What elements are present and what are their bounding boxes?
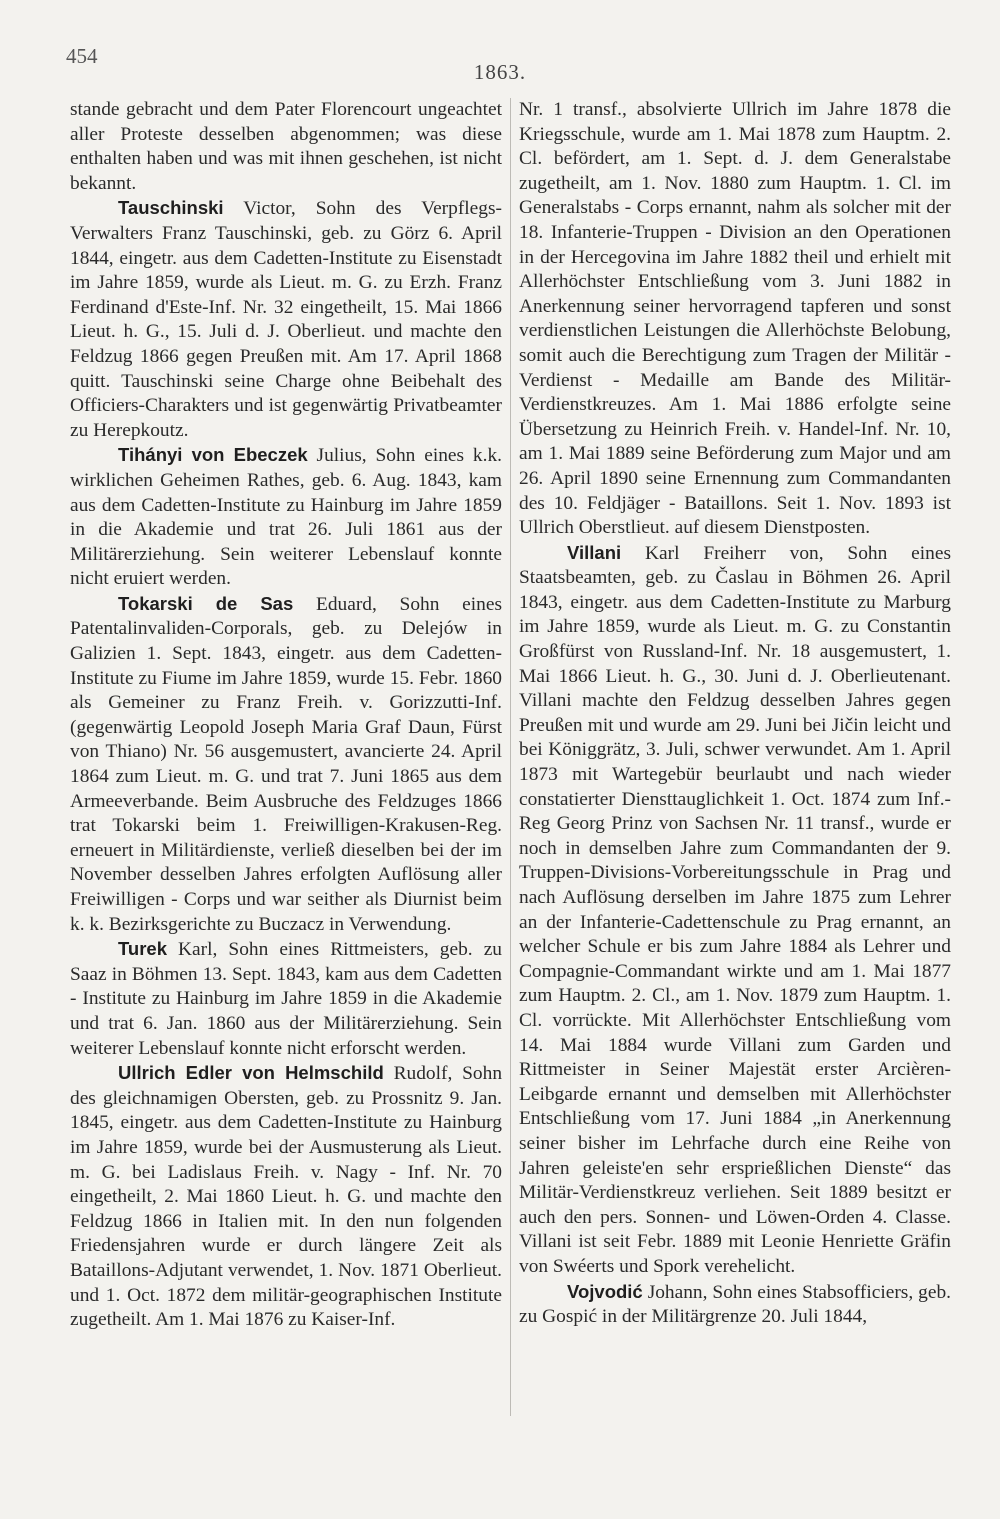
entry-tauschinski (70, 196, 502, 443)
entry-tokarski (70, 592, 502, 937)
left-column (70, 98, 502, 1333)
entry-turek (70, 937, 502, 1061)
entry-name: Tihányi von Ebeczek (118, 444, 308, 466)
entry-name: Vojvodić (567, 1280, 643, 1302)
continued-paragraph: Nr. 1 transf., absolvierte Ullrich im Jahre 1878 die Kriegsschule, wurde am 1. Mai 1878 zum Hauptm. 2. Cl. befördert, am 1. Sept. d. J. dem Generalstabe zugetheilt, am 1. Nov. 1880 zum Hauptm. 1. Cl. im Generalstabs - Corps ernannt, nahm als solcher mit der 18. Infanterie-Truppen - Division an den Operationen in der Hercegovina im Jahre 1882 theil und erhielt mit Allerhöchster Entschließung vom 3. Juni 1882 in Anerkennung seiner hervorragend tapferen und sonst verdienstlichen Leistungen die Allerhöchste Belobung, somit auch die Berechtigung zum Tragen der Militär - Verdienst - Medaille am Bande des Militär-Verdienstkreuzes. Am 1. Mai 1886 erfolgte seine Übersetzung zu Heinrich Freih. v. Handel-Inf. Nr. 10, am 1. Mai 1889 seine Beförderung zum Major und am 26. April 1890 seine Ernennung zum Commandanten des 10. Feldjäger - Bataillons. Seit 1. Nov. 1893 ist Ullrich Oberstlieut. auf diesem Dienstposten. (519, 99, 951, 539)
entry-text: Johann, Sohn eines Stabsofficiers, geb. zu Gospić in der Militärgrenze 20. Juli 1844, (519, 1281, 951, 1328)
column-divider (510, 98, 511, 1416)
entry-name: Ullrich Edler von Helmschild (118, 1062, 384, 1084)
page-number: 454 (66, 44, 98, 68)
entry-text: Victor, Sohn des Verpflegs-Verwalters Franz Tauschinski, geb. zu Görz 6. April 1844, eingetr. aus dem Cadetten-Institute zu Eisenstadt im Jahre 1859, wurde als Lieut. m. G. zu Erzh. Franz Ferdinand d'Este-Inf. Nr. 32 eingetheilt, 15. Mai 1866 Lieut. h. G., 15. Juli d. J. Oberlieut. und machte den Feldzug 1866 gegen Preußen mit. Am 17. April 1868 quitt. Tauschinski seine Charge ohne Beibehalt des Officiers-Charakters und ist gegenwärtig Privatbeamter zu Herepkoutz. (70, 198, 502, 441)
entry-name: Tokarski de Sas (118, 592, 294, 614)
entry-text: Karl Freiherr von, Sohn eines Staatsbeamten, geb. zu Časlau in Böhmen 26. April 1843, eingetr. aus dem Cadetten-Institute zu Marburg im Jahre 1859, wurde als Lieut. m. G. zu Constantin Großfürst von Russland-Inf. Nr. 18 ausgemustert, 1. Mai 1866 Lieut. h. G., 30. Juni d. J. Oberlieutenant. Villani machte den Feldzug desselben Jahres gegen Preußen mit und wurde am 29. Juni bei Jičin leicht und bei Königgrätz, 3. Juli, schwer verwundet. Am 1. April 1873 mit Wartegebür beurlaubt und nach wieder constatierter Diensttauglichkeit 1. Oct. 1874 zum Inf.-Reg Georg Prinz von Sachsen Nr. 11 transf., wurde er noch in demselben Jahre zum Commandanten der 9. Truppen-Divisions-Vorbereitungsschule in Prag und nach Auflösung derselben im Jahre 1875 zum Lehrer an der Infanterie-Cadettenschule zu Prag ernannt, an welcher Schule er bis zum Jahre 1884 als Lehrer und Compagnie-Commandant wirkte und am 1. Mai 1877 zum Hauptm. 2. Cl., am 1. Nov. 1879 zum Hauptm. 1. Cl. vorrückte. Mit Allerhöchster Entschließung vom 14. Mai 1884 wurde Villani zum Garden und Rittmeister in Seiner Majestät erster Arcièren-Leibgarde ernannt und demselben mit Allerhöchster Entschließung vom 17. Juni 1884 „in Anerkennung seiner bisher im Lehrfache durch eine Reihe von Jahren geleiste'en sehr ersprießlichen Dienste“ das Militär-Verdienstkreuz verliehen. Seit 1889 besitzt er auch den pers. Sonnen- und Löwen-Orden 4. Classe. Villani ist seit Febr. 1889 mit Leonie Henriette Gräfin von Swéerts und Spork verehelicht. (519, 542, 951, 1277)
entry-text: Rudolf, Sohn des gleichnamigen Obersten, geb. zu Prossnitz 9. Jan. 1845, eingetr. aus dem Cadetten-Institute zu Hainburg im Jahre 1859, wurde bei der Ausmusterung als Lieut. m. G. bei Ladislaus Freih. v. Nagy - Inf. Nr. 70 eingetheilt, 2. Mai 1860 Lieut. h. G. und machte den Feldzug 1866 in Italien mit. In den nun folgenden Friedensjahren wurde er durch längere Zeit als Bataillons-Adjutant verwendet, 1. Nov. 1871 Oberlieut. und 1. Oct. 1872 dem militär-geographischen Institute zugetheilt. Am 1. Mai 1876 zu Kaiser-Inf. (70, 1063, 503, 1331)
entry-name: Villani (567, 541, 622, 563)
year-heading: 1863. (473, 60, 527, 84)
entry-text: Julius, Sohn eines k.k. wirklichen Geheimen Rathes, geb. 6. Aug. 1843, kam aus dem Cadetten-Institute zu Hainburg im Jahre 1859 in die Akademie und trat 26. Juli 1861 aus der Militärerziehung. Sein weiterer Lebenslauf konnte nicht eruiert werden. (70, 445, 503, 590)
entry-name: Turek (118, 938, 168, 960)
entry-vojvodic (519, 1280, 951, 1330)
entry-name: Tauschinski (118, 197, 224, 219)
entry-tihanyi (70, 443, 502, 592)
entry-text: Karl, Sohn eines Rittmeisters, geb. zu Saaz in Böhmen 13. Sept. 1843, kam aus dem Cadetten - Institute zu Hainburg im Jahre 1859 in die Akademie und trat 6. Jan. 1860 aus der Militärerziehung. Sein weiterer Lebenslauf konnte nicht erforscht werden. (70, 939, 502, 1059)
right-column (519, 98, 951, 1330)
continued-paragraph: stande gebracht und dem Pater Florencourt ungeachtet aller Proteste desselben abgenommen; was diese enthalten haben und was mit ihnen geschehen, ist nicht bekannt. (70, 99, 502, 194)
entry-villani (519, 541, 951, 1280)
entry-text: Eduard, Sohn eines Patentalinvaliden-Corporals, geb. zu Delejów in Galizien 1. Sept. 1843, eingetr. aus dem Cadetten-Institute zu Fiume im Jahre 1859, wurde 15. Febr. 1860 als Gemeiner zu Franz Freih. v. Gorizzutti-Inf. (gegenwärtig Leopold Joseph Maria Graf Daun, Fürst von Thiano) Nr. 56 ausgemustert, avancierte 24. April 1864 zum Lieut. m. G. und trat 7. Juni 1865 aus dem Armeeverbande. Beim Ausbruche des Feldzuges 1866 trat Tokarski beim 1. Freiwilligen-Krakusen-Reg. erneuert in Militärdienste, verließ dieselben bei der im November desselben Jahres erfolgten Auflösung aller Freiwilligen - Corps und war seither als Diurnist beim k. k. Bezirksgerichte zu Buczacz in Verwendung. (70, 593, 502, 935)
entry-ullrich (70, 1061, 502, 1333)
